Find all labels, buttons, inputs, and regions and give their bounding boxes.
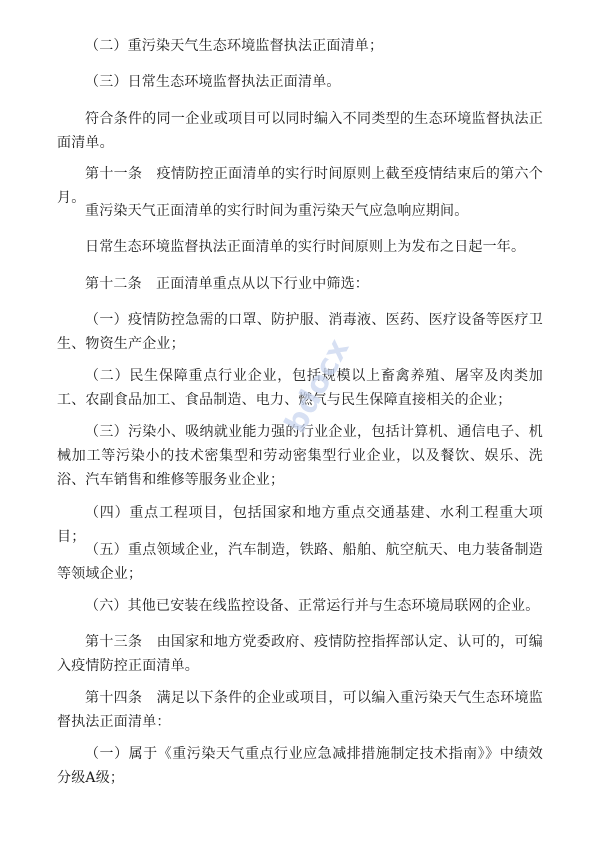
paragraph-industry-6: （六）其他已安装在线监控设备、正常运行并与生态环境局联网的企业。 xyxy=(85,598,540,614)
paragraph-industry-2: （二）民生保障重点行业企业，包括规模以上畜禽养殖、屠宰及肉类加工、农副食品加工、食品制造、电力、燃气与民生保障直接相关的企业； xyxy=(57,368,543,408)
watermark-text: bdocx xyxy=(278,333,357,439)
paragraph-clause-2: （二）重污染天气生态环境监督执法正面清单； xyxy=(85,38,384,54)
paragraph-industry-4: （四）重点工程项目，包括国家和地方重点交通基建、水利工程重大项目； xyxy=(57,505,543,545)
paragraph-article-14: 第十四条 满足以下条件的企业或项目，可以编入重污染天气生态环境监督执法正面清单： xyxy=(57,690,543,730)
paragraph-clause-3: （三）日常生态环境监督执法正面清单。 xyxy=(85,74,341,90)
paragraph-industry-1: （一）疫情防控急需的口罩、防护服、消毒液、医药、医疗设备等医疗卫生、物资生产企业； xyxy=(57,312,543,352)
paragraph-industry-3: （三）污染小、吸纳就业能力强的行业企业，包括计算机、通信电子、机械加工等污染小的技术密集型和劳动密集型行业企业，以及餐饮、娱乐、洗浴、汽车销售和维修等服务业企业； xyxy=(57,424,543,488)
paragraph-condition-1: （一）属于《重污染天气重点行业应急减排措施制定技术指南》》中绩效分级A级； xyxy=(57,746,543,786)
paragraph-industry-5: （五）重点领域企业，汽车制造，铁路、船舶、航空航天、电力装备制造等领域企业； xyxy=(57,542,543,582)
paragraph-article-11: 第十一条 疫情防控正面清单的实行时间原则上截至疫情结束后的第六个月。 xyxy=(57,166,543,206)
paragraph-article-13: 第十三条 由国家和地方党委政府、疫情防控指挥部认定、认可的，可编入疫情防控正面清单。 xyxy=(57,634,543,674)
paragraph-heavy-pollution-period: 重污染天气正面清单的实行时间为重污染天气应急响应期间。 xyxy=(85,203,469,219)
paragraph-multi-list: 符合条件的同一企业或项目可以同时编入不同类型的生态环境监督执法正面清单。 xyxy=(57,111,543,151)
paragraph-article-12: 第十二条 正面清单重点从以下行业中筛选： xyxy=(85,276,369,292)
paragraph-daily-period: 日常生态环境监督执法正面清单的实行时间原则上为发布之日起一年。 xyxy=(85,239,526,255)
